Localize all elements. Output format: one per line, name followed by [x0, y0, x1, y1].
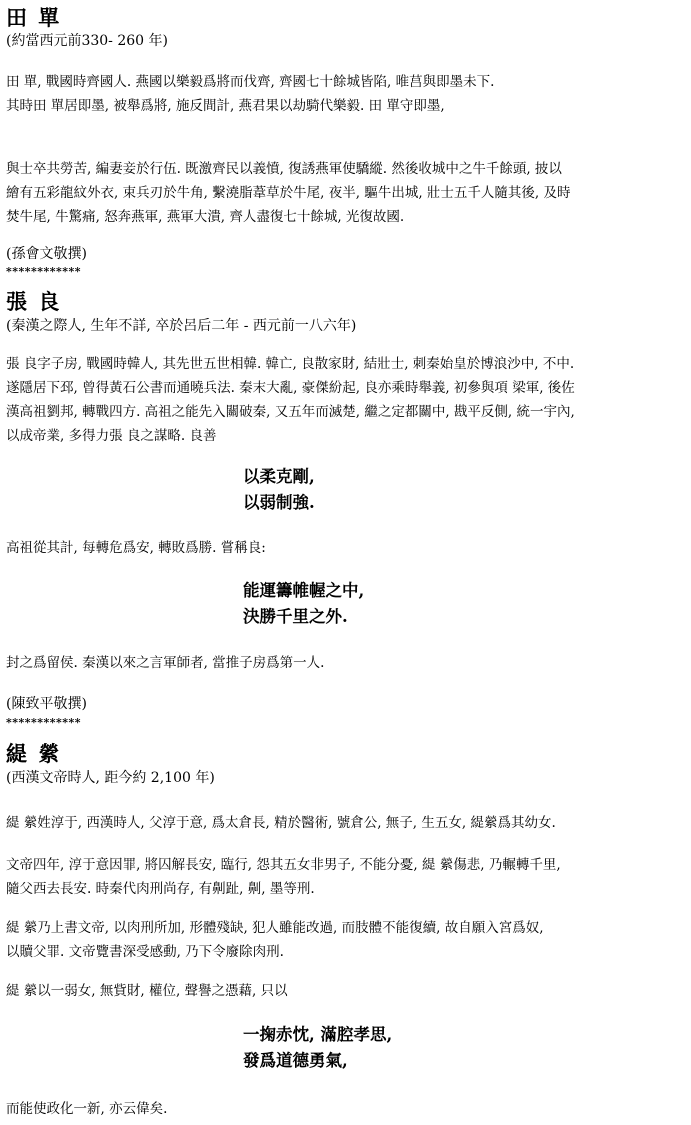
separator-stars: ************: [6, 716, 82, 729]
paragraph: 而能使政化一新, 亦云偉矣.: [6, 1101, 168, 1117]
paragraph-line: 漢高祖劉邦, 轉戰四方. 高祖之能先入關破秦, 又五年而滅楚, 繼之定都關中, 戡平反側, 統一宇內,: [6, 404, 575, 420]
quote-block: [243, 1022, 691, 1074]
quote-line: 決勝千里之外.: [243, 607, 348, 626]
paragraph-line: 遂隱居下邳, 曾得黃石公書而通曉兵法. 秦末大亂, 豪傑紛起, 良亦乘時舉義, 初參與項 梁軍, 後佐: [6, 380, 575, 396]
paragraph-line: 焚牛尾, 牛驚痛, 怒奔燕軍, 燕軍大潰, 齊人盡復七十餘城, 光復故國.: [6, 209, 405, 225]
paragraph-line: 其時田 單居即墨, 被舉爲將, 施反間計, 燕君果以劫騎代樂毅. 田 單守即墨,: [6, 98, 445, 114]
author-credit: (陳致平敬撰): [6, 696, 87, 712]
paragraph-line: 與士卒共勞苦, 編妻妾於行伍. 既激齊民以義憤, 復誘燕軍使驕縱. 然後收城中之牛千餘頭, 披以: [6, 161, 562, 177]
paragraph-line: 以成帝業, 多得力張 良之謀略. 良善: [6, 428, 217, 444]
paragraph-line: 文帝四年, 淳于意因罪, 將囚解長安, 臨行, 怨其五女非男子, 不能分憂, 緹 縈傷悲, 乃輾轉千里,: [6, 857, 561, 873]
paragraph-line: 田 單, 戰國時齊國人. 燕國以樂毅爲將而伐齊, 齊國七十餘城皆陷, 唯莒與即墨未下.: [6, 74, 495, 90]
section-title-ti-ying: 緹 縈: [6, 741, 62, 766]
quote-block: [243, 464, 691, 516]
section-subtitle: (秦漢之際人, 生年不詳, 卒於呂后二年 - 西元前一八六年): [6, 318, 357, 334]
paragraph: 緹 縈姓淳于, 西漢時人, 父淳于意, 爲太倉長, 精於醫術, 號倉公, 無子, 生五女, 緹縈爲其幼女.: [6, 815, 556, 831]
paragraph-line: 以贖父罪. 文帝覽書深受感動, 乃下令廢除肉刑.: [6, 944, 284, 960]
section-title-tian-dan: 田 單: [6, 5, 62, 30]
paragraph: [6, 853, 686, 901]
quote-line: 能運籌帷幄之中,: [243, 581, 365, 600]
paragraph: [6, 157, 686, 229]
section-subtitle: (西漢文帝時人, 距今約 2,100 年): [6, 770, 215, 786]
separator-stars: ************: [6, 265, 82, 278]
paragraph-line: 繪有五彩龍紋外衣, 束兵刃於牛角, 繫澆脂葦草於牛尾, 夜半, 驅牛出城, 壯士五千人隨其後, 及時: [6, 185, 571, 201]
section-subtitle: (約當西元前330- 260 年): [6, 33, 168, 49]
quote-block: [243, 578, 691, 630]
paragraph: [6, 916, 686, 964]
author-credit: (孫會文敬撰): [6, 246, 87, 262]
paragraph-line: 張 良字子房, 戰國時韓人, 其先世五世相韓. 韓亡, 良散家財, 結壯士, 刺秦始皇於博浪沙中, 不中.: [6, 356, 575, 372]
section-title-zhang-liang: 張 良: [6, 289, 62, 314]
paragraph: [6, 352, 686, 448]
quote-line: 一掬赤忱, 滿腔孝思,: [243, 1025, 393, 1044]
paragraph: 緹 縈以一弱女, 無貲財, 權位, 聲譽之憑藉, 只以: [6, 983, 288, 999]
quote-line: 以柔克剛,: [243, 467, 315, 486]
paragraph-line: 隨父西去長安. 時秦代肉刑尚存, 有劓趾, 劓, 墨等刑.: [6, 881, 315, 897]
quote-line: 發爲道德勇氣,: [243, 1051, 348, 1070]
paragraph-line: 緹 縈乃上書文帝, 以肉刑所加, 形體殘缺, 犯人雖能改過, 而肢體不能復續, 故自願入宮爲奴,: [6, 920, 544, 936]
paragraph: 封之爲留侯. 秦漢以來之言軍師者, 當推子房爲第一人.: [6, 655, 325, 671]
paragraph: [6, 70, 686, 118]
quote-line: 以弱制強.: [243, 493, 315, 512]
paragraph: 高祖從其計, 每轉危爲安, 轉敗爲勝. 嘗稱良:: [6, 540, 266, 556]
